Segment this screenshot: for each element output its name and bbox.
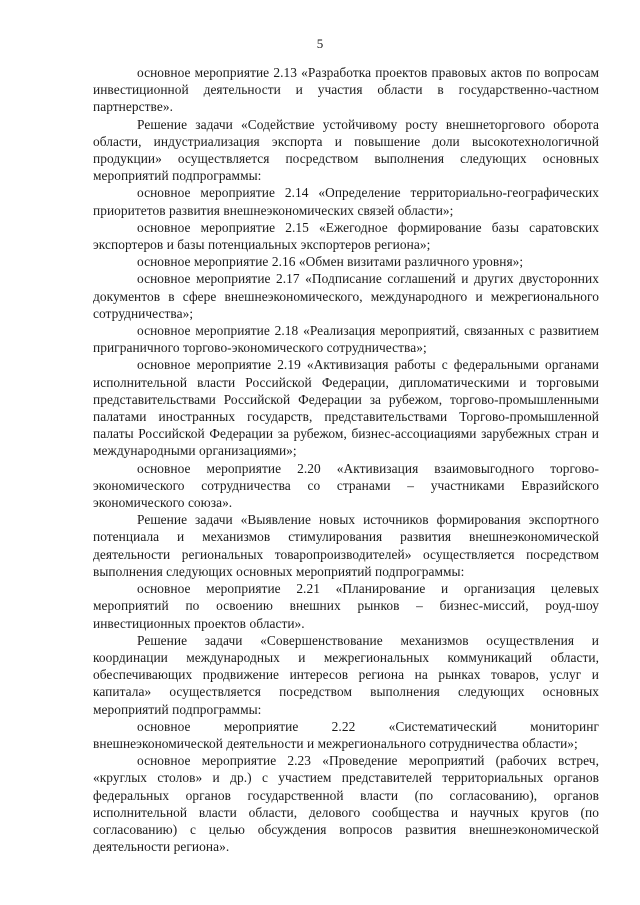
- paragraph-task-export-potential: Решение задачи «Выявление новых источников формирования экспортного потенциала и механизмов стимулирования развития внешнеэкономической деятельности региональных товаропроизводителей» осуществляется посредством выполнения следующих основных мероприятий подпрограммы:: [93, 512, 599, 579]
- paragraph-measure-2-21: основное мероприятие 2.21 «Планирование и организация целевых мероприятий по освоению внешних рынков – бизнес-миссий, роуд-шоу инвестиционных проектов области».: [93, 581, 599, 631]
- paragraph-task-communications: Решение задачи «Совершенствование механизмов осуществления и координации международных и межрегиональных коммуникаций области, обеспечивающих продвижение интересов региона на рынках товаров, услуг и капитала» осуществляется посредством выполнения следующих основных мероприятий подпрограммы:: [93, 632, 599, 717]
- paragraph-measure-2-14: основное мероприятие 2.14 «Определение территориально-географических приоритетов развития внешнеэкономических связей области»;: [93, 185, 599, 218]
- paragraph-measure-2-13: основное мероприятие 2.13 «Разработка проектов правовых актов по вопросам инвестиционной деятельности и участия области в государственно-частном партнерстве».: [93, 65, 599, 115]
- paragraph-task-foreign-trade: Решение задачи «Содействие устойчивому росту внешнеторгового оборота области, индустриализация экспорта и повышение доли высокотехнологичной продукции» осуществляется посредством выполнения следующих основных мероприятий подпрограммы:: [93, 116, 599, 184]
- paragraph-measure-2-19: основное мероприятие 2.19 «Активизация работы с федеральными органами исполнительной власти Российской Федерации, дипломатическими и торговыми представительствами Российской Федерации за рубежом, торгово-промышленными палатами иностранных государств, представительствами Торгово-промышленной палаты Российской Федерации за рубежом, бизнес-ассоциациями зарубежных стран и международными организациями»;: [93, 357, 599, 459]
- paragraph-measure-2-23: основное мероприятие 2.23 «Проведение мероприятий (рабочих встреч, «круглых столов» и др.) с участием представителей территориальных органов федеральных органов государственной власти (по согласованию), органов исполнительной власти области, делового сообщества и научных кругов (по согласованию) с целью обсуждения вопросов развития внешнеэкономической деятельности региона».: [93, 753, 599, 855]
- document-body: [93, 64, 599, 855]
- paragraph-measure-2-18: основное мероприятие 2.18 «Реализация мероприятий, связанных с развитием приграничного торгово-экономического сотрудничества»;: [93, 323, 599, 356]
- paragraph-measure-2-17: основное мероприятие 2.17 «Подписание соглашений и других двусторонних документов в сфере внешнеэкономического, международного и межрегионального сотрудничества»;: [93, 271, 599, 321]
- paragraph-measure-2-22: основное мероприятие 2.22 «Систематический мониторинг внешнеэкономической деятельности и межрегионального сотрудничества области»;: [93, 718, 599, 751]
- page-number: 5: [316, 36, 324, 51]
- paragraph-measure-2-16: основное мероприятие 2.16 «Обмен визитами различного уровня»;: [137, 254, 524, 270]
- paragraph-measure-2-20: основное мероприятие 2.20 «Активизация взаимовыгодного торгово-экономического сотрудничества со странами – участниками Евразийского экономического союза».: [93, 460, 599, 511]
- paragraph-measure-2-15: основное мероприятие 2.15 «Ежегодное формирование базы саратовских экспортеров и базы потенциальных экспортеров региона»;: [93, 219, 599, 253]
